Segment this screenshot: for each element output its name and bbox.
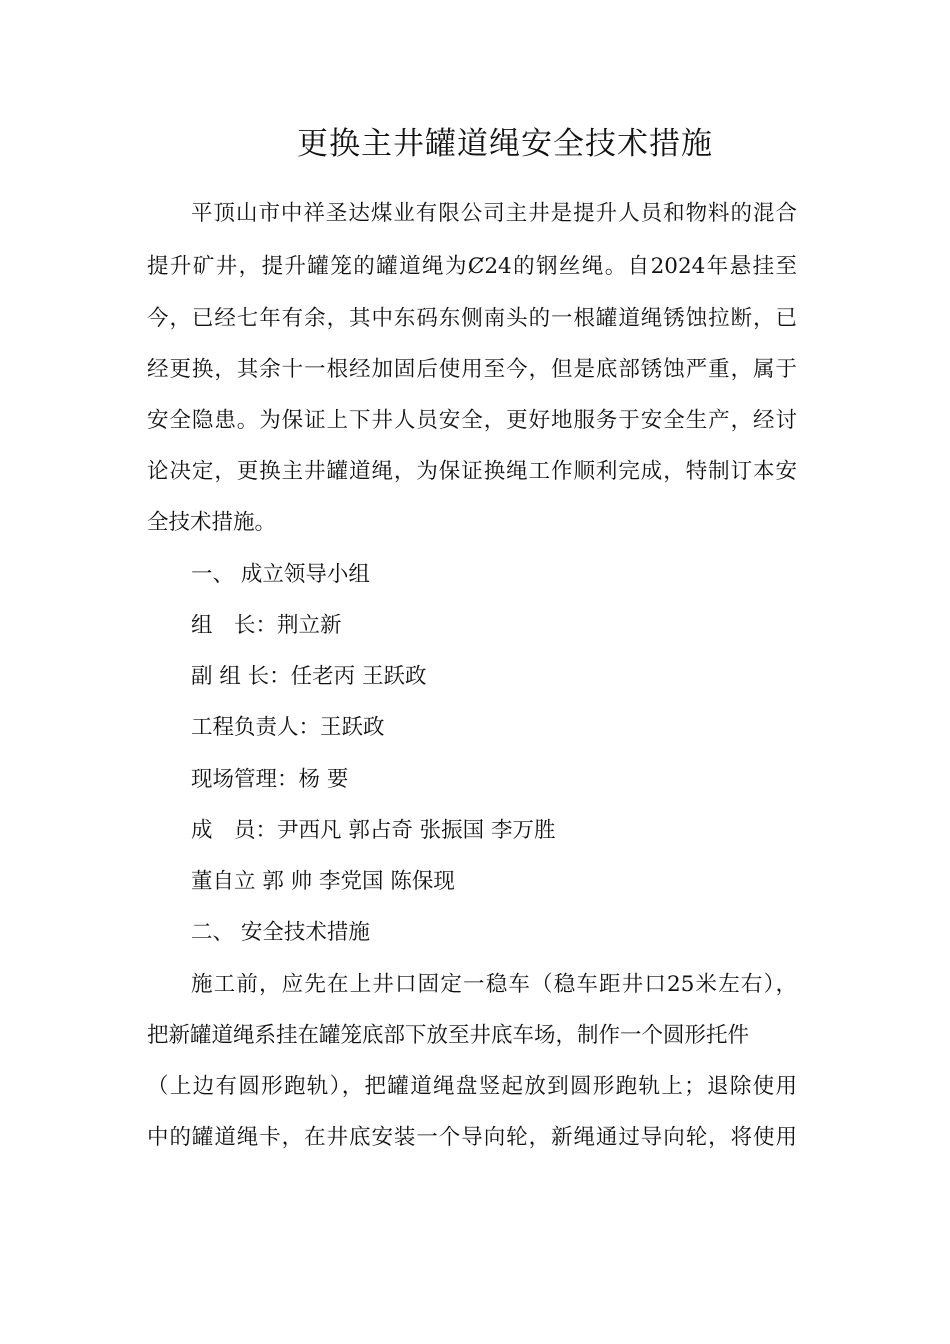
- intro-line-7: 全技术措施。: [147, 510, 277, 535]
- leader-line: 组 长：荆立新: [191, 613, 342, 638]
- members-continued-line: 董自立 郭 帅 李党国 陈保现: [191, 869, 455, 894]
- intro-line-6: 论决定，更换主井罐道绳，为保证换绳工作顺利完成，特制订本安: [147, 459, 797, 484]
- section-heading-leadership: 一、 成立领导小组: [191, 562, 370, 587]
- measures-line-1: 施工前，应先在上井口固定一稳车（稳车距井口25米左右），: [191, 972, 797, 997]
- deputy-leader-line: 副 组 长：任老丙 王跃政: [191, 664, 427, 689]
- measures-line-3: （上边有圆形跑轨），把罐道绳盘竖起放到圆形跑轨上；退除使用: [147, 1074, 797, 1099]
- document-title: 更换主井罐道绳安全技术措施: [297, 126, 713, 162]
- measures-line-4: 中的罐道绳卡，在井底安装一个导向轮，新绳通过导向轮，将使用: [147, 1125, 797, 1150]
- intro-line-1: 平顶山市中祥圣达煤业有限公司主井是提升人员和物料的混合: [191, 201, 797, 226]
- intro-line-4: 经更换，其余十一根经加固后使用至今，但是底部锈蚀严重，属于: [147, 357, 797, 382]
- intro-line-3: 今，已经七年有余，其中东码东侧南头的一根罐道绳锈蚀拉断，已: [147, 306, 797, 331]
- site-manager-line: 现场管理：杨 要: [191, 767, 349, 792]
- intro-line-5: 安全隐患。为保证上下井人员安全，更好地服务于安全生产，经讨: [147, 408, 797, 433]
- measures-line-2: 把新罐道绳系挂在罐笼底部下放至井底车场，制作一个圆形托件: [147, 1023, 750, 1048]
- engineer-line: 工程负责人：王跃政: [191, 715, 385, 740]
- intro-line-2: 提升矿井，提升罐笼的罐道绳为Ȼ24的钢丝绳。自2024年悬挂至: [147, 254, 797, 279]
- section-heading-measures: 二、 安全技术措施: [191, 920, 370, 945]
- members-line: 成 员：尹西凡 郭占奇 张振国 李万胜: [191, 818, 556, 843]
